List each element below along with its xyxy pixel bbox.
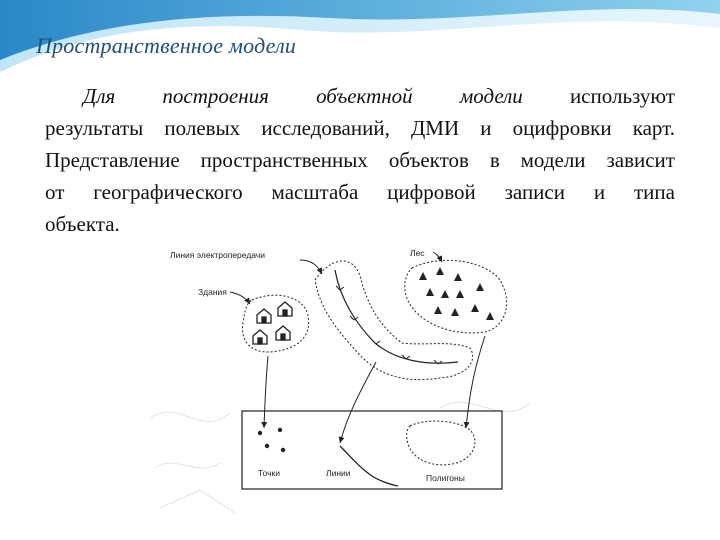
paragraph-word: Представление [45,148,180,172]
points-label: Точки [258,468,280,478]
tree-icon [419,272,427,280]
building-icon [278,302,292,316]
tree-icon [454,273,462,281]
building-icon [276,326,290,340]
tree-icon [426,288,434,296]
paragraph-word: объекта. [45,212,120,236]
building-icon [257,309,271,323]
point-feature [278,428,282,432]
tree-icon [476,283,484,291]
tree-icon [486,312,494,320]
paragraph-word: модели [520,148,586,172]
power-line-label: Линия электропередачи [170,250,266,260]
paragraph-word: пространственных [200,148,368,172]
paragraph-word: типа [633,180,675,204]
paragraph-word: модели [459,84,523,108]
arrow-buildings-to-points [264,356,268,428]
slide-title: Пространственное модели [36,33,297,58]
line-feature [340,446,398,486]
tree-icon [441,290,449,298]
paragraph-word: записи [504,180,565,204]
paragraph-word: объектной [316,84,413,108]
paragraph-word: Для [83,84,116,108]
body-paragraph [45,80,675,240]
paragraph-word: карт. [632,116,675,140]
buildings-label: Здания [198,287,227,297]
paragraph-line-1 [45,80,675,112]
tree-icon [436,267,444,275]
paragraph-word: оцифровки [512,116,612,140]
point-feature [265,444,269,448]
point-feature [281,448,285,452]
paragraph-word: от [45,180,65,204]
paragraph-word: ДМИ [410,116,460,140]
arrow-forest-to-polygons [466,336,485,428]
paragraph-word: цифровой [387,180,476,204]
point-feature [258,431,262,435]
tree-icon [434,306,442,314]
forest-label: Лес [410,248,425,258]
arrow-line-to-lines [340,362,376,443]
paragraph-word: географического [93,180,243,204]
paragraph-word: используют [569,84,675,108]
arrow-power-line [300,260,322,274]
arrow-buildings [230,292,250,304]
polygons-label: Полигоны [426,473,465,483]
paragraph-line-2 [45,112,675,144]
background-texture [150,402,530,513]
paragraph-word: объектов [388,148,469,172]
building-icon [253,330,267,344]
power-line-path [335,270,458,363]
forest-region-outline [405,260,507,333]
paragraph-word: и [593,180,606,204]
polygon-feature [407,421,475,465]
tree-icon [471,304,479,312]
power-line-region-outline [315,261,473,380]
tree-icon [456,290,464,298]
paragraph-word: в [489,148,500,172]
tree-icon [451,308,459,316]
spatial-model-diagram [140,228,540,528]
paragraph-word: масштаба [271,180,359,204]
paragraph-line-3 [45,144,675,176]
paragraph-word: построения [162,84,269,108]
paragraph-word: зависит [606,148,675,172]
lines-label: Линии [326,468,351,478]
paragraph-word: исследований, [261,116,390,140]
arrow-forest [433,252,442,262]
paragraph-line-4 [45,176,675,208]
paragraph-word: результаты [45,116,144,140]
paragraph-word: и [480,116,492,140]
paragraph-word: полевых [164,116,241,140]
